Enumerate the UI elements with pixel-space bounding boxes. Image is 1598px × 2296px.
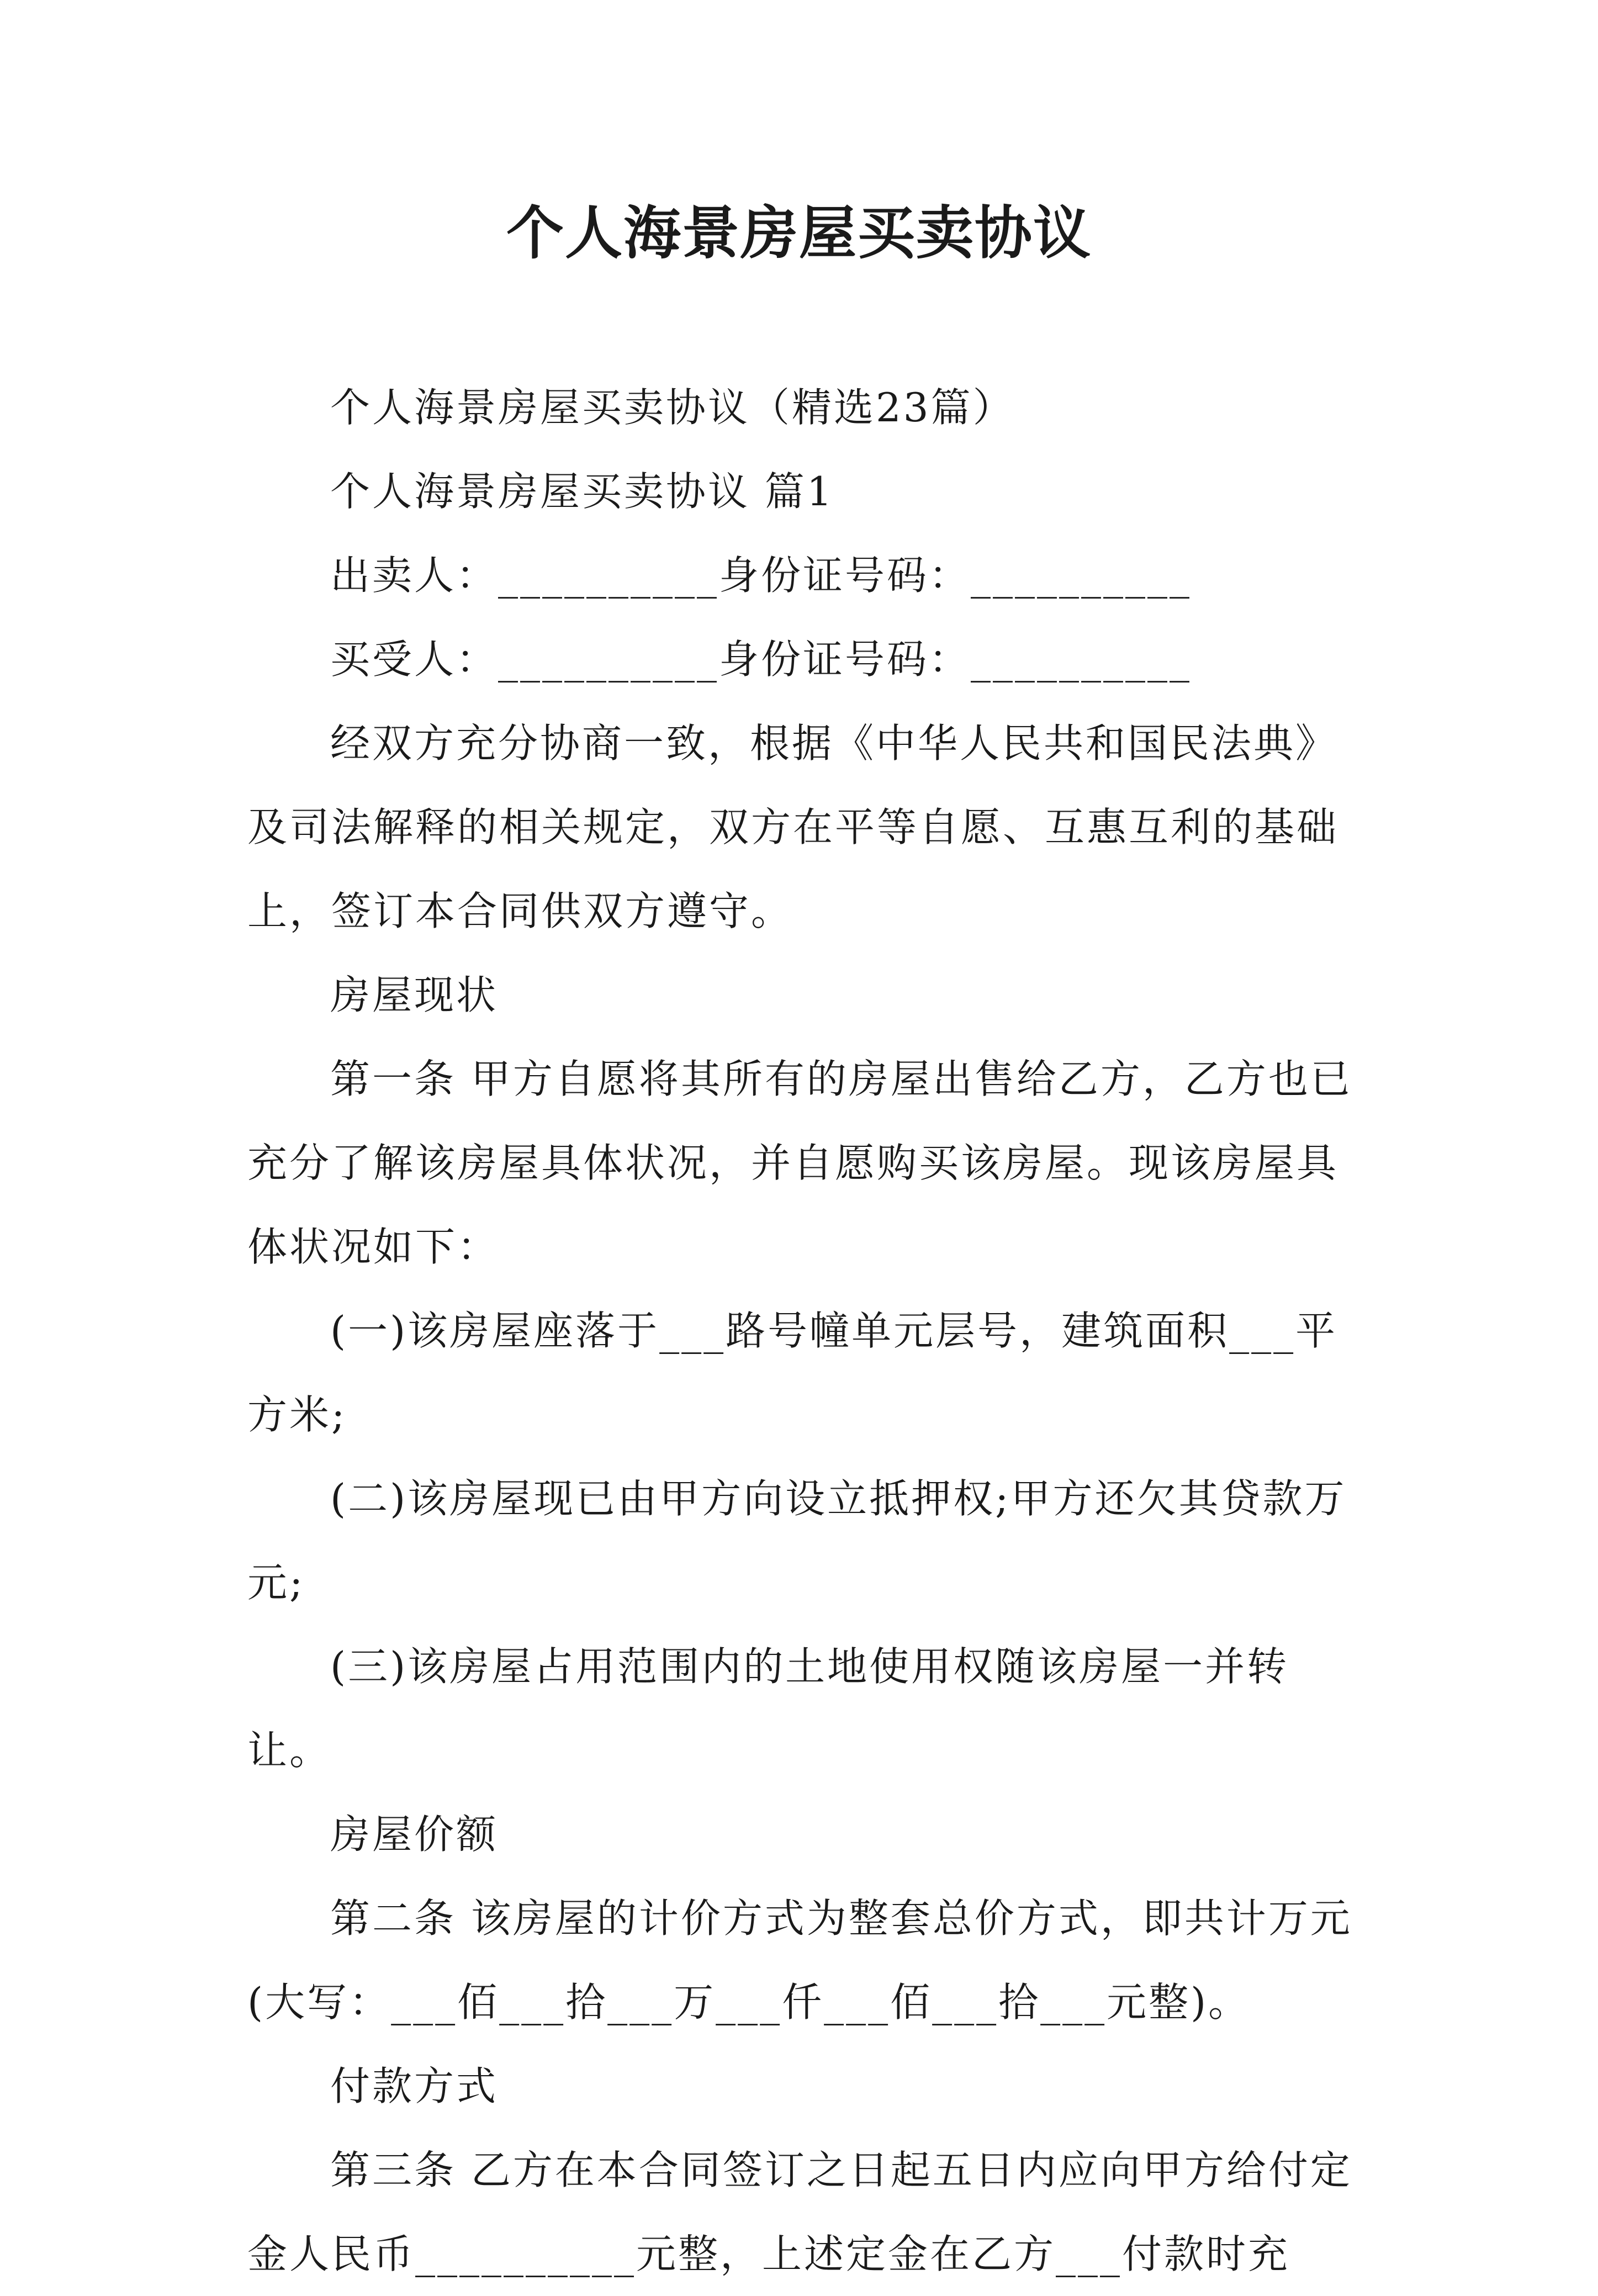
paragraph-section-heading: 个人海景房屋买卖协议 篇1 xyxy=(330,468,834,515)
paragraph-item-3: (三)该房屋占用范围内的土地使用权随该房屋一并转让。 xyxy=(247,1643,1289,1774)
paragraph-article-2: 第二条 该房屋的计价方式为整套总价方式，即共计万元(大写：___佰___拾___万___仟___佰___拾___元整)。 xyxy=(247,1895,1352,2025)
heading-house-status: 房屋现状 xyxy=(330,972,499,1018)
paragraph-preamble: 经双方充分协商一致，根据《中华人民共和国民法典》及司法解释的相关规定，双方在平等自愿、互惠互利的基础上，签订本合同供双方遵守。 xyxy=(247,720,1339,934)
document-body xyxy=(247,366,1361,2296)
paragraph-subtitle: 个人海景房屋买卖协议（精选23篇） xyxy=(330,384,1015,431)
paragraph-article-1: 第一条 甲方自愿将其所有的房屋出售给乙方，乙方也已充分了解该房屋具体状况，并自愿购买该房屋。现该房屋具体状况如下： xyxy=(247,1056,1352,1270)
paragraph-buyer: 买受人：__________身份证号码：__________ xyxy=(330,636,1192,683)
heading-house-price: 房屋价额 xyxy=(330,1811,499,1858)
paragraph-item-2: (二)该房屋现已由甲方向设立抵押权;甲方还欠其贷款万元; xyxy=(247,1475,1347,1606)
paragraph-item-1: (一)该房屋座落于___路号幢单元层号，建筑面积___平方米; xyxy=(247,1308,1338,1438)
heading-payment-method: 付款方式 xyxy=(330,2063,499,2109)
document-title: 个人海景房屋买卖协议 xyxy=(506,199,1092,267)
paragraph-article-3: 第三条 乙方在本合同签订之日起五日内应向甲方给付定金人民币__________元整，上述定金在乙方___付款时充 xyxy=(247,2147,1352,2277)
paragraph-seller: 出卖人：__________身份证号码：__________ xyxy=(330,552,1192,599)
